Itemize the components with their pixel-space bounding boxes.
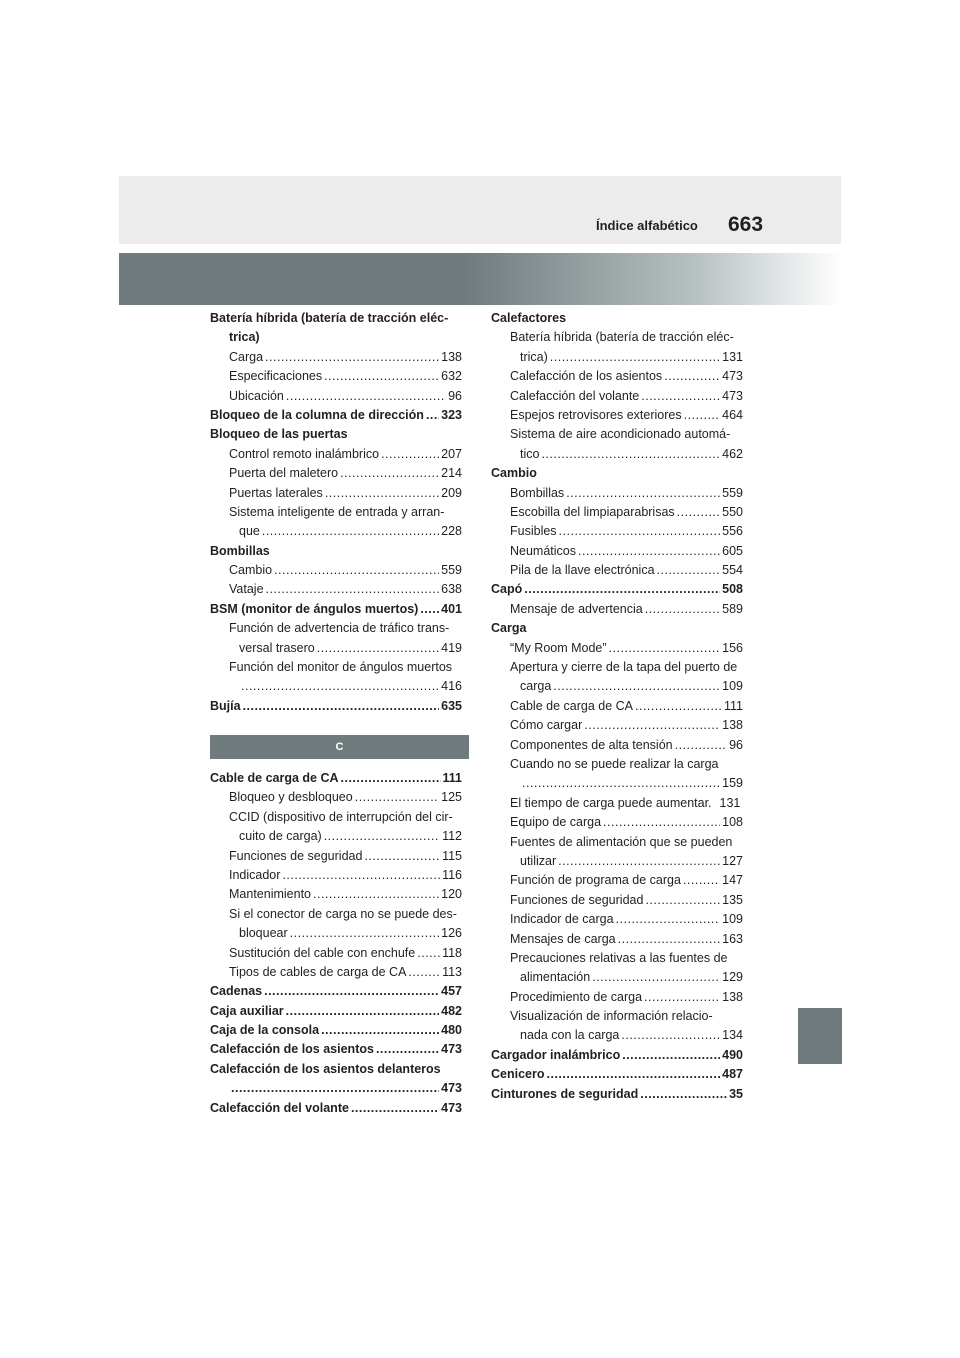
leader-dots	[364, 847, 440, 866]
index-entry	[210, 387, 462, 406]
leader-dots	[645, 891, 720, 910]
leader-dots	[408, 963, 440, 982]
index-entry-term: Cadenas	[210, 984, 263, 999]
index-entry-term: Ubicación	[229, 388, 284, 403]
leader-dots	[313, 885, 439, 904]
index-entry-page: 473	[722, 388, 743, 403]
leader-dots	[644, 988, 720, 1007]
index-entry-page: 464	[722, 407, 743, 422]
index-entry-page: 138	[722, 989, 743, 1004]
index-entry	[491, 1026, 743, 1045]
index-entry-term: Puertas laterales	[229, 485, 323, 500]
index-entry-heading: Visualización de información relacio-	[510, 1009, 713, 1024]
index-entry-term: Pila de la llave electrónica	[510, 563, 655, 578]
index-entry-heading: Calefactores	[491, 311, 567, 325]
leader-dots	[584, 716, 720, 735]
index-entry	[210, 406, 462, 425]
index-entry	[210, 963, 462, 982]
index-entry-page: 126	[441, 926, 462, 941]
leader-dots	[541, 445, 720, 464]
leader-dots	[592, 968, 720, 987]
index-entry-heading: Calefacción de los asientos delanteros	[210, 1061, 441, 1076]
index-entry	[210, 1079, 462, 1098]
index-entry-heading: Si el conector de carga no se puede des-	[229, 906, 457, 921]
index-entry-term: Equipo de carga	[510, 815, 602, 830]
index-entry	[210, 788, 462, 807]
index-column-right	[491, 309, 743, 1104]
leader-dots	[355, 788, 439, 807]
index-entry-term: El tiempo de carga puede aumentar.	[510, 795, 712, 810]
index-entry-page: 550	[722, 504, 743, 519]
index-entry-term: Puerta del maletero	[229, 466, 339, 481]
index-entry-page: 480	[441, 1023, 462, 1038]
index-entry	[491, 736, 743, 755]
index-entry-term: Caja auxiliar	[210, 1003, 284, 1018]
index-entry-term: Procedimiento de carga	[510, 989, 643, 1004]
index-entry-heading: Fuentes de alimentación que se pueden	[510, 834, 733, 849]
index-entry-page: 559	[722, 485, 743, 500]
index-entry-page: 96	[448, 388, 462, 403]
leader-dots	[616, 910, 721, 929]
index-entry	[210, 580, 462, 599]
leader-dots	[622, 1046, 720, 1065]
index-entry-page: 473	[441, 1100, 462, 1115]
index-entry	[210, 847, 462, 866]
index-entry-page: 487	[722, 1067, 743, 1082]
index-entry	[491, 697, 743, 716]
leader-dots	[340, 464, 439, 483]
index-entry-page: 228	[441, 524, 462, 539]
index-entry-term: BSM (monitor de ángulos muertos)	[210, 601, 419, 616]
index-entry-term: Especificaciones	[229, 369, 323, 384]
index-entry-term: Cenicero	[491, 1067, 545, 1082]
index-entry-heading: Cambio	[491, 466, 537, 481]
index-entry-term: Bujía	[210, 698, 241, 713]
index-entry-page: 482	[441, 1003, 462, 1018]
index-entry	[491, 910, 743, 929]
index-entry-page: 134	[722, 1028, 743, 1043]
index-entry-page: 635	[441, 698, 462, 713]
index-entry-page: 462	[722, 446, 743, 461]
index-entry-page: 135	[722, 892, 743, 907]
index-column-left-top	[210, 309, 462, 716]
index-entry	[491, 561, 743, 580]
index-entry-page: 559	[441, 563, 462, 578]
leader-dots	[426, 406, 439, 425]
index-entry-page: 111	[723, 698, 743, 713]
index-entry-heading: Precauciones relativas a las fuentes de	[510, 950, 728, 965]
index-entry-page: 554	[722, 563, 743, 578]
index-entry-heading: Batería híbrida (batería de tracción eléc-	[210, 311, 449, 325]
index-entry-page: 473	[441, 1081, 462, 1096]
index-entry	[491, 968, 743, 987]
leader-dots	[264, 982, 439, 1001]
leader-dots	[618, 930, 721, 949]
index-entry-term: versal trasero	[239, 640, 315, 655]
index-entry-term: Bloqueo y desbloqueo	[229, 790, 353, 805]
index-entry	[210, 600, 462, 619]
leader-dots	[317, 639, 439, 658]
index-entry-page: 401	[441, 601, 462, 616]
index-entry-term: Tipos de cables de carga de CA	[229, 964, 407, 979]
index-entry	[491, 1065, 743, 1084]
index-entry-page: 127	[722, 853, 743, 868]
index-entry-term: cuito de carga)	[239, 829, 322, 844]
index-entry	[491, 891, 743, 910]
index-entry	[210, 1021, 462, 1040]
index-entry-page: 138	[722, 718, 743, 733]
index-entry	[210, 348, 462, 367]
index-entry-term: Control remoto inalámbrico	[229, 446, 380, 461]
index-entry	[210, 1002, 462, 1021]
leader-dots	[324, 827, 440, 846]
index-entry-term: tico	[520, 446, 540, 461]
index-entry	[210, 1040, 462, 1059]
index-entry	[491, 794, 743, 813]
index-entry-heading: trica)	[229, 330, 260, 345]
leader-dots	[547, 1065, 721, 1084]
leader-dots	[645, 600, 720, 619]
leader-dots	[683, 871, 720, 890]
index-entry-term: Espejos retrovisores exteriores	[510, 407, 682, 422]
index-entry-page: 156	[722, 640, 743, 655]
leader-dots	[578, 542, 720, 561]
leader-dots	[266, 580, 440, 599]
leader-dots	[262, 522, 439, 541]
index-entry	[491, 387, 743, 406]
index-entry	[491, 484, 743, 503]
index-entry-page: 207	[441, 446, 462, 461]
index-entry-term: Fusibles	[510, 524, 557, 539]
index-entry	[491, 445, 743, 464]
index-entry-term: “My Room Mode”	[510, 640, 607, 655]
leader-dots	[231, 1079, 439, 1098]
index-entry-page: 419	[441, 640, 462, 655]
leader-dots	[290, 924, 439, 943]
index-entry	[491, 930, 743, 949]
index-entry-term: Componentes de alta tensión	[510, 737, 673, 752]
leader-dots	[417, 944, 440, 963]
index-entry-term: Calefacción de los asientos	[510, 369, 663, 384]
index-entry	[491, 503, 743, 522]
leader-dots	[640, 1085, 727, 1104]
index-entry	[210, 982, 462, 1001]
index-entry-page: 490	[722, 1047, 743, 1062]
index-entry-term: Sustitución del cable con enchufe	[229, 945, 416, 960]
index-entry-page: 159	[722, 776, 743, 791]
index-entry-term: Mensaje de advertencia	[510, 601, 643, 616]
index-entry	[491, 774, 743, 793]
index-entry-page: 120	[441, 887, 462, 902]
index-entry	[210, 677, 462, 696]
index-entry-term: Cable de carga de CA	[510, 698, 633, 713]
index-entry-term: Bloqueo de la columna de dirección	[210, 407, 424, 422]
index-entry-term: Indicador	[229, 867, 281, 882]
index-entry	[210, 769, 462, 788]
index-entry-page: 473	[722, 369, 743, 384]
index-entry	[491, 1085, 743, 1104]
index-entry-heading: Carga	[491, 621, 527, 636]
index-entry	[491, 852, 743, 871]
leader-dots	[566, 484, 720, 503]
header-band	[119, 253, 841, 305]
leader-dots	[524, 580, 720, 599]
index-entry-page: 214	[441, 466, 462, 481]
index-entry	[210, 561, 462, 580]
index-entry-term: Vataje	[229, 582, 264, 597]
index-entry-page: 96	[729, 737, 743, 752]
index-entry	[210, 639, 462, 658]
index-entry-term: Función de programa de carga	[510, 873, 681, 888]
leader-dots	[553, 677, 720, 696]
index-entry-term: nada con la carga	[520, 1028, 620, 1043]
index-entry-page: 125	[441, 790, 462, 805]
index-entry-page: 129	[722, 970, 743, 985]
leader-dots	[325, 484, 439, 503]
index-entry-heading: Batería híbrida (batería de tracción eléc-	[510, 330, 734, 345]
index-entry-page: 115	[442, 848, 462, 863]
index-entry-page: 111	[442, 771, 462, 785]
index-entry-page: 35	[729, 1086, 743, 1101]
leader-dots	[677, 503, 720, 522]
index-entry-heading: Bombillas	[210, 543, 270, 558]
index-entry-term: Bombillas	[510, 485, 565, 500]
leader-dots	[376, 1040, 439, 1059]
index-entry-term: Mensajes de carga	[510, 931, 616, 946]
index-entry-term: Funciones de seguridad	[229, 848, 363, 863]
index-entry	[210, 484, 462, 503]
index-entry-page: 416	[441, 679, 462, 694]
index-entry-heading: Cuando no se puede realizar la carga	[510, 756, 719, 771]
section-letter-c: C	[210, 735, 469, 759]
index-entry	[210, 944, 462, 963]
index-entry	[210, 924, 462, 943]
index-entry-page: 109	[722, 679, 743, 694]
index-entry-page: 131	[719, 795, 741, 810]
index-column-left-bottom	[210, 769, 462, 1118]
index-entry-term: Cinturones de seguridad	[491, 1086, 639, 1101]
leader-dots	[635, 697, 722, 716]
section-title: Índice alfabético	[596, 218, 698, 233]
index-entry	[491, 542, 743, 561]
leader-dots	[550, 348, 720, 367]
index-entry-term: Cambio	[229, 563, 273, 578]
leader-dots	[420, 600, 439, 619]
leader-dots	[657, 561, 721, 580]
index-entry-term: Indicador de carga	[510, 912, 614, 927]
index-entry	[491, 716, 743, 735]
leader-dots	[684, 406, 721, 425]
index-entry-heading: Función del monitor de ángulos muertos	[229, 660, 453, 675]
index-entry	[491, 1046, 743, 1065]
leader-dots	[324, 367, 439, 386]
index-entry	[210, 1099, 462, 1118]
leader-dots	[603, 813, 720, 832]
index-entry-page: 108	[722, 815, 743, 830]
index-entry-term: carga	[520, 679, 552, 694]
index-entry	[491, 600, 743, 619]
index-entry	[491, 677, 743, 696]
index-entry-page: 605	[722, 543, 743, 558]
index-entry-page: 116	[442, 867, 462, 882]
index-entry-term: Caja de la consola	[210, 1023, 320, 1038]
index-entry-term: Mantenimiento	[229, 887, 311, 902]
index-entry-page: 163	[722, 931, 743, 946]
index-entry-page: 638	[441, 582, 462, 597]
index-entry	[210, 885, 462, 904]
index-entry-term: Neumáticos	[510, 543, 576, 558]
index-entry-term: Calefacción de los asientos	[210, 1042, 374, 1057]
index-entry-heading: Sistema de aire acondicionado automá-	[510, 427, 731, 442]
leader-dots	[381, 445, 439, 464]
index-entry-term: Calefacción del volante	[210, 1100, 349, 1115]
leader-dots	[321, 1021, 439, 1040]
leader-dots	[286, 1002, 439, 1021]
index-entry-term: que	[239, 524, 260, 539]
leader-dots	[621, 1026, 720, 1045]
index-entry-page: 209	[441, 485, 462, 500]
index-entry-page: 473	[441, 1042, 462, 1057]
index-entry-page: 138	[441, 349, 462, 364]
index-entry-page: 147	[722, 873, 743, 888]
index-entry	[491, 522, 743, 541]
index-entry	[210, 445, 462, 464]
page-number: 663	[728, 213, 764, 236]
leader-dots	[274, 561, 439, 580]
index-entry-page: 457	[441, 984, 462, 999]
index-entry	[210, 367, 462, 386]
index-entry-heading: Apertura y cierre de la tapa del puerto de	[510, 660, 738, 675]
index-entry-page: 131	[722, 349, 743, 364]
index-entry-page: 589	[722, 601, 743, 616]
leader-dots	[265, 348, 439, 367]
index-entry-term: Carga	[229, 349, 264, 364]
leader-dots	[341, 769, 441, 788]
index-entry-term: Capó	[491, 582, 523, 597]
index-entry-term: Cómo cargar	[510, 718, 583, 733]
leader-dots	[522, 774, 720, 793]
leader-dots	[559, 522, 721, 541]
index-entry	[210, 866, 462, 885]
index-entry-term: Escobilla del limpiaparabrisas	[510, 504, 675, 519]
thumb-index-tab	[798, 1008, 842, 1064]
index-entry-term: bloquear	[239, 926, 288, 941]
index-entry	[491, 813, 743, 832]
leader-dots	[558, 852, 720, 871]
index-entry	[491, 367, 743, 386]
index-entry-page: 113	[442, 964, 462, 979]
index-entry-term: Funciones de seguridad	[510, 892, 644, 907]
index-entry-term: utilizar	[520, 853, 557, 868]
leader-dots	[664, 367, 720, 386]
leader-dots	[675, 736, 727, 755]
index-entry	[210, 464, 462, 483]
index-entry-page: 508	[722, 582, 743, 597]
leader-dots	[641, 387, 720, 406]
index-entry	[491, 639, 743, 658]
index-entry-page: 118	[442, 945, 462, 960]
index-entry-term: Calefacción del volante	[510, 388, 640, 403]
index-entry-term: Cargador inalámbrico	[491, 1047, 621, 1062]
leader-dots	[282, 866, 440, 885]
index-entry-term: Cable de carga de CA	[210, 771, 339, 785]
index-entry-page: 556	[722, 524, 743, 539]
leader-dots	[243, 697, 440, 716]
index-entry	[210, 827, 462, 846]
index-entry-page: 632	[441, 369, 462, 384]
index-entry	[491, 580, 743, 599]
leader-dots	[286, 387, 446, 406]
index-entry-term: alimentación	[520, 970, 591, 985]
index-entry-heading: CCID (dispositivo de interrupción del cir-	[229, 809, 453, 824]
index-entry-page: 109	[722, 912, 743, 927]
index-entry	[491, 348, 743, 367]
index-entry-page: 112	[442, 829, 462, 844]
index-entry-heading: Bloqueo de las puertas	[210, 427, 348, 442]
leader-dots	[609, 639, 721, 658]
index-entry-term: trica)	[520, 349, 548, 364]
index-entry-heading: Función de advertencia de tráfico trans-	[229, 621, 450, 636]
index-entry-page: 323	[441, 407, 462, 422]
leader-dots	[241, 677, 439, 696]
index-entry	[210, 522, 462, 541]
leader-dots	[351, 1099, 439, 1118]
index-entry-heading: Sistema inteligente de entrada y arran-	[229, 504, 445, 519]
index-entry	[491, 871, 743, 890]
index-entry	[210, 697, 462, 716]
index-entry	[491, 988, 743, 1007]
index-entry	[491, 406, 743, 425]
